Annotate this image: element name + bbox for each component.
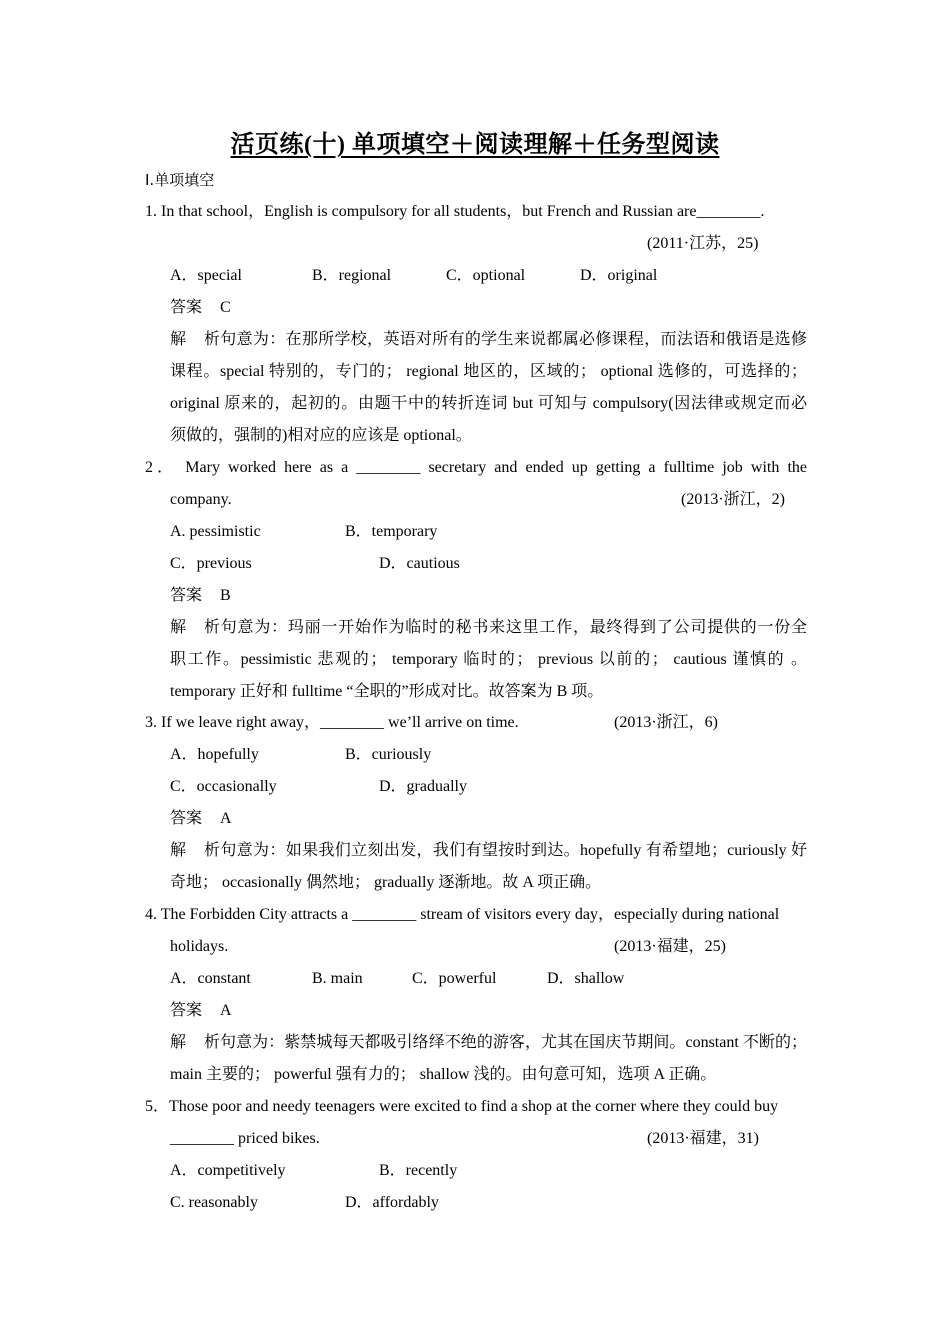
q4-stem-line-1: 4. The Forbidden City attracts a ________ stream of visitors every day，especially during national <box>145 906 780 923</box>
q5-stem-line-1: 5．Those poor and needy teenagers were excited to find a shop at the corner where they could buy <box>145 1098 779 1115</box>
q2-analysis-line-1 <box>170 618 807 638</box>
q3-analysis-text-1: 句意为：如果我们立刻出发，我们有望按时到达。hopefully 有希望地；curiously 好 <box>220 842 807 859</box>
q4-option-c: C．powerful <box>412 970 497 987</box>
q2-stem-line-1: 2． Mary worked here as a ________ secretary and ended up getting a fulltime job with the <box>145 459 807 476</box>
q3-stem: 3. If we leave right away，________ we’ll arrive on time. <box>145 714 519 731</box>
q1-option-c: C．optional <box>446 267 526 284</box>
q2-option-b: B．temporary <box>345 523 438 540</box>
q2-option-a: A. pessimistic <box>170 523 261 540</box>
q2-analysis-label: 解析 <box>170 619 220 636</box>
q5-stem-line-2: ________ priced bikes. <box>170 1130 320 1147</box>
q3-source: (2013·浙江，6) <box>614 714 718 731</box>
q5-option-c: C. reasonably <box>170 1194 258 1211</box>
q1-analysis-line-1 <box>170 330 807 350</box>
q3-analysis-line-2: 奇地； occasionally 偶然地； gradually 逐渐地。故 A 项正确。 <box>170 874 602 891</box>
page-title: 活页练(十) 单项填空＋阅读理解＋任务型阅读 <box>230 132 720 158</box>
q3-analysis-label: 解析 <box>170 842 220 859</box>
q3-option-d: D．gradually <box>379 778 467 795</box>
q4-option-d: D．shallow <box>547 970 625 987</box>
q1-option-b: B．regional <box>312 267 392 284</box>
q1-answer <box>170 298 231 318</box>
q1-analysis-line-2: 课程。special 特别的，专门的； regional 地区的，区域的； optional 选修的，可选择的； <box>170 363 807 380</box>
q1-stem: 1. In that school，English is compulsory for all students，but French and Russian are________. <box>145 203 765 220</box>
q2-answer-value: B <box>220 587 231 604</box>
q4-analysis-label: 解析 <box>170 1034 220 1051</box>
q3-answer-label: 答案 <box>170 810 203 827</box>
q1-answer-value: C <box>220 299 231 316</box>
q1-source: (2011·江苏，25) <box>647 235 759 252</box>
q5-option-a: A．competitively <box>170 1162 286 1179</box>
q4-source: (2013·福建，25) <box>614 938 726 955</box>
q4-stem-line-2: holidays. <box>170 938 229 955</box>
q2-source: (2013·浙江，2) <box>681 491 785 508</box>
q2-answer <box>170 586 231 606</box>
q1-analysis-text-1: 句意为：在那所学校，英语对所有的学生来说都属必修课程，而法语和俄语是选修 <box>220 331 807 348</box>
q3-answer-value: A <box>220 810 232 827</box>
q3-option-c: C．occasionally <box>170 778 277 795</box>
q4-option-a: A．constant <box>170 970 251 987</box>
q1-option-d: D．original <box>580 267 658 284</box>
q4-analysis-line-2: main 主要的； powerful 强有力的； shallow 浅的。由句意可知，选项 A 正确。 <box>170 1066 717 1083</box>
q4-analysis-line-1 <box>170 1033 807 1053</box>
q1-answer-label: 答案 <box>170 299 203 316</box>
q1-option-a: A．special <box>170 267 242 284</box>
q2-option-d: D．cautious <box>379 555 460 572</box>
q1-analysis-label: 解析 <box>170 331 220 348</box>
q2-analysis-text-1: 句意为：玛丽一开始作为临时的秘书来这里工作，最终得到了公司提供的一份全 <box>220 619 807 636</box>
q2-analysis-line-2: 职工作。pessimistic 悲观的； temporary 临时的； previous 以前的； cautious 谨慎的 。 <box>170 651 807 668</box>
q3-answer <box>170 809 232 829</box>
q3-option-a: A．hopefully <box>170 746 259 763</box>
section-heading: Ⅰ.单项填空 <box>145 171 215 189</box>
q3-analysis-line-1 <box>170 841 807 861</box>
q4-answer <box>170 1001 232 1021</box>
q2-stem-line-2: company. <box>170 491 232 508</box>
q3-option-b: B．curiously <box>345 746 432 763</box>
q2-analysis-line-3: temporary 正好和 fulltime “全职的”形成对比。故答案为 B 项。 <box>170 683 604 700</box>
q4-answer-value: A <box>220 1002 232 1019</box>
q4-answer-label: 答案 <box>170 1002 203 1019</box>
q1-analysis-line-3: original 原来的，起初的。由题干中的转折连词 but 可知与 compulsory(因法律或规定而必 <box>170 395 807 412</box>
q4-option-b: B. main <box>312 970 363 987</box>
q5-option-b: B．recently <box>379 1162 458 1179</box>
q5-source: (2013·福建，31) <box>647 1130 759 1147</box>
q2-option-c: C．previous <box>170 555 252 572</box>
q1-analysis-line-4: 须做的，强制的)相对应的应该是 optional。 <box>170 427 472 444</box>
q5-option-d: D．affordably <box>345 1194 439 1211</box>
q4-analysis-text-1: 句意为：紫禁城每天都吸引络绎不绝的游客，尤其在国庆节期间。constant 不断的； <box>220 1034 807 1051</box>
q2-answer-label: 答案 <box>170 587 203 604</box>
